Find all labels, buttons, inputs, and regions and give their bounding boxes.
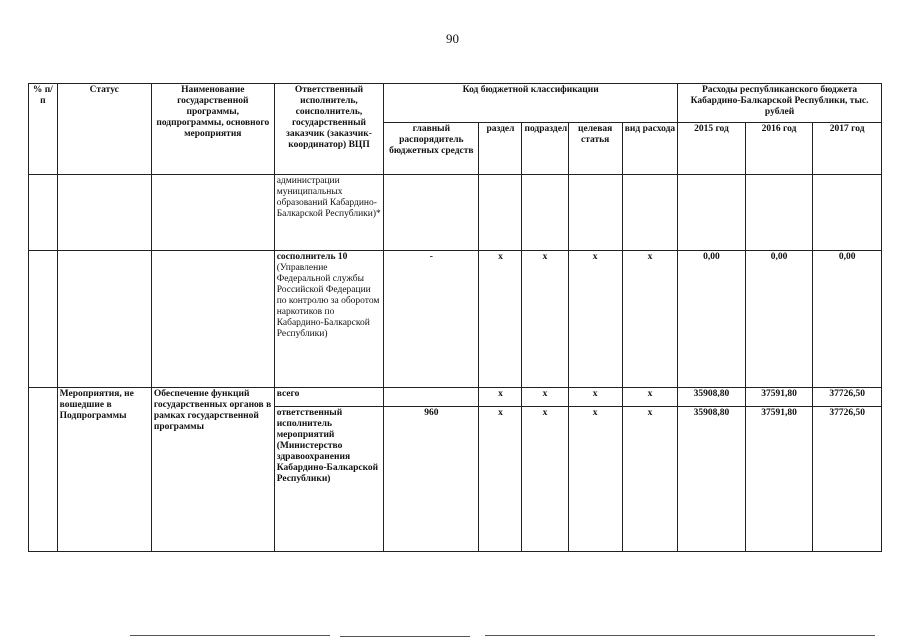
executor-detail: (Управление Федеральной службы Российской Федерации по контролю за оборотом наркотиков по Кабардино-Балкарской Республики) [276,263,380,339]
budget-table [28,83,882,552]
subsection-cell: х [522,407,568,552]
value-2017-cell: 0,00 [813,251,882,388]
subsection-cell: х [522,251,568,388]
main-manager-cell: - [384,251,479,388]
subsection-cell: х [522,388,568,407]
executor-cell: администрации муниципальных образований Кабардино-Балкарской Республики)* [274,175,384,251]
main-manager-cell: 960 [384,407,479,552]
program-name-cell: Обеспечение функций государственных органов в рамках государственной программы [151,388,274,552]
header-subsection: подраздел [522,123,568,175]
executor-cell: всего [274,388,384,407]
value-2016-cell: 0,00 [745,251,813,388]
header-budget-code: Код бюджетной классификации [384,84,678,123]
executor-label: сосполнитель 10 [276,252,348,262]
page-number: 90 [446,31,459,46]
header-section: раздел [479,123,522,175]
value-2015-cell: 35908,80 [678,407,746,552]
scan-line [130,635,330,636]
target-article-cell: х [568,407,622,552]
section-cell: х [479,251,522,388]
value-2015-cell: 35908,80 [678,388,746,407]
header-status: Статус [57,84,151,175]
section-cell: х [479,388,522,407]
header-expenses: Расходы республиканского бюджета Кабардино-Балкарской Республики, тыс. рублей [678,84,882,123]
main-manager-cell [384,388,479,407]
table-row [29,388,882,407]
scan-line [485,635,875,636]
target-article-cell: х [568,251,622,388]
scan-line [340,636,470,637]
executor-cell [274,407,384,552]
target-article-cell: х [568,388,622,407]
expense-type-cell: х [622,251,677,388]
expense-type-cell: х [622,407,677,552]
value-2016-cell: 37591,80 [745,407,813,552]
header-expense-type: вид расхода [622,123,677,175]
value-2016-cell: 37591,80 [745,388,813,407]
header-year-2015: 2015 год [678,123,746,175]
value-2017-cell: 37726,50 [813,388,882,407]
table-row [29,175,882,251]
header-num: % п/п [29,84,58,175]
status-cell: Мероприятия, не вошедшие в Подпрограммы [57,388,151,552]
value-2015-cell: 0,00 [678,251,746,388]
header-year-2016: 2016 год [745,123,813,175]
header-executor: Ответственный исполнитель, соисполнитель, государственный заказчик (заказчик-координатор) ВЦП [274,84,384,175]
header-target-article: целевая статья [568,123,622,175]
table-row [29,251,882,388]
executor-cell [274,251,384,388]
expense-type-cell: х [622,388,677,407]
header-program-name: Наименование государственной программы, подпрограммы, основного мероприятия [151,84,274,175]
header-main-manager: главный распорядитель бюджетных средств [384,123,479,175]
executor-text: ответственный исполнитель мероприятий (Министерство здравоохранения Кабардино-Балкарской Республики) [276,408,379,484]
section-cell: х [479,407,522,552]
header-year-2017: 2017 год [813,123,882,175]
value-2017-cell: 37726,50 [813,407,882,552]
